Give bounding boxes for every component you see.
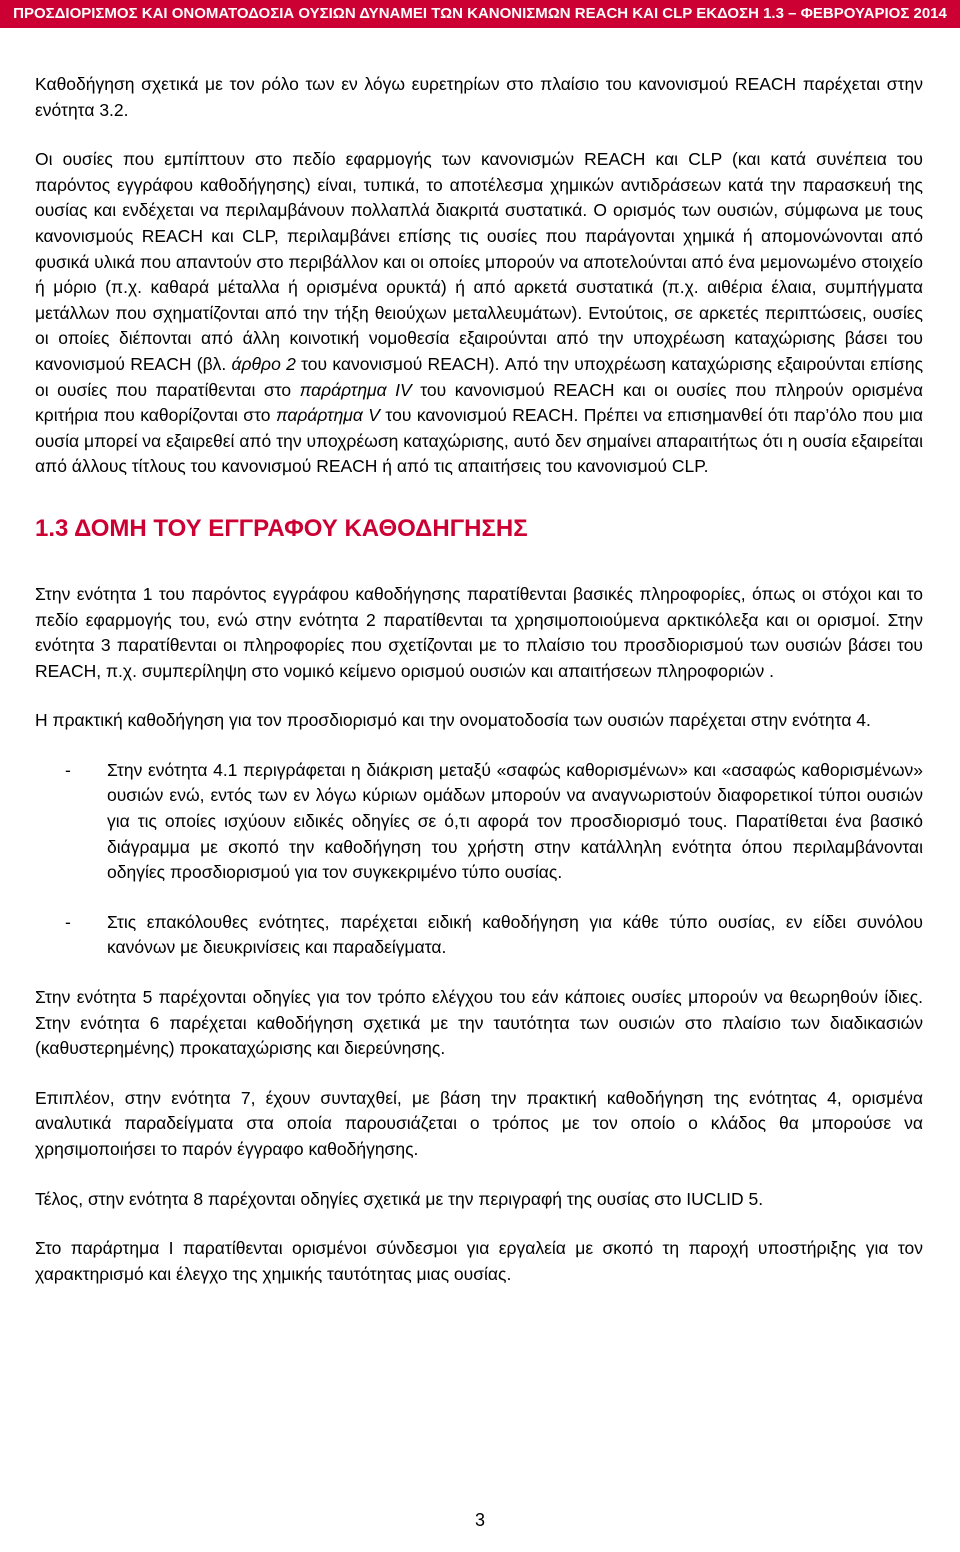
intro-paragraph-1: Καθοδήγηση σχετικά με τον ρόλο των εν λόγω ευρετηρίων στο πλαίσιο του κανονισμού REACH παρέχεται στην ενότητα 3.2.	[35, 74, 923, 120]
section-paragraph-3: Στην ενότητα 5 παρέχονται οδηγίες για τον τρόπο ελέγχου του εάν κάποιες ουσίες μπορούν να θεωρηθούν ίδιες. Στην ενότητα 6 παρέχεται καθοδήγηση σχετικά με την ταυτότητα των ουσιών στο πλαίσιο των διαδικασιών (καθυστερημένης) προκαταχώρισης και διερεύνησης.	[35, 987, 923, 1059]
section-paragraph-4: Επιπλέον, στην ενότητα 7, έχουν συνταχθεί, με βάση την πρακτική καθοδήγηση της ενότητας 4, ορισμένα αναλυτικά παραδείγματα στα οποία παρουσιάζεται ο τρόπος με τον οποίο ο κλάδος θα μπορούσε να χρησιμοποιήσει το παρόν έγγραφο καθοδήγησης.	[35, 1087, 923, 1159]
section-paragraph-5: Τέλος, στην ενότητα 8 παρέχονται οδηγίες σχετικά με την περιγραφή της ουσίας στο IUCLID 5.	[35, 1188, 764, 1209]
list-item-text: Στις επακόλουθες ενότητες, παρέχεται ειδική καθοδήγηση για κάθε τύπο ουσίας, εν είδει συνόλου κανόνων με διευκρινίσεις και παραδείγματα.	[107, 911, 923, 958]
section-heading: 1.3 ΔΟΜΗ ΤΟΥ ΕΓΓΡΑΦΟΥ ΚΑΘΟΔΗΓΗΣΗΣ	[35, 514, 528, 542]
section-paragraph-6: Στο παράρτημα I παρατίθενται ορισμένοι σύνδεσμοι για εργαλεία με σκοπό τη παροχή υποστήριξης για τον χαρακτηρισμό και έλεγχο της χημικής ταυτότητας μιας ουσίας.	[35, 1238, 923, 1284]
intro-p2-italic-article-2: άρθρο 2	[231, 353, 296, 374]
document-running-header: ΠΡΟΣΔΙΟΡΙΣΜΟΣ ΚΑΙ ΟΝΟΜΑΤΟΔΟΣΙΑ ΟΥΣΙΩΝ ΔΥΝΑΜΕΙ ΤΩΝ ΚΑΝΟΝΙΣΜΩΝ REACH ΚΑΙ CLP ΕΚΔΟΣΗ 1.3 – ΦΕΒΡΟΥΑΡΙΟΣ 2014	[0, 0, 960, 28]
intro-p2-text-c: του κανονισμού REACH και οι ουσίες που πληρούν ορισμένα κριτήρια που καθορίζονται στο	[35, 379, 923, 426]
intro-p2-text-d: του κανονισμού REACH. Πρέπει να επισημανθεί ότι παρ’όλο που μια ουσία μπορεί να εξαιρεθεί από την υποχρέωση καταχώρισης, αυτό δεν σημαίνει απαραιτήτως ότι η ουσία εξαιρείται από άλλους τίτλους του κανονισμού REACH ή από τις απαιτήσεις του κανονισμού CLP.	[35, 405, 923, 477]
section-paragraph-1: Στην ενότητα 1 του παρόντος εγγράφου καθοδήγησης παρατίθενται βασικές πληροφορίες, όπως οι στόχοι και το πεδίο εφαρμογής του, ενώ στην ενότητα 2 παρατίθενται τα χρησιμοποιούμενα αρκτικόλεξα και οι ορισμοί. Στην ενότητα 3 παρατίθενται οι πληροφορίες που σχετίζονται με το πλαίσιο του προσδιορισμού των ουσιών βάσει του REACH, π.χ. συμπερίληψη στο νομικό κείμενο ορισμού ουσιών και απαιτήσεων πληροφοριών .	[35, 583, 923, 681]
intro-p2-italic-annex-v: παράρτημα V	[275, 405, 380, 426]
list-item	[35, 758, 923, 886]
intro-paragraph-2	[35, 147, 923, 480]
list-marker: -	[65, 759, 71, 780]
intro-p2-text-a: Οι ουσίες που εμπίπτουν στο πεδίο εφαρμογής των κανονισμών REACH και CLP (και κατά συνέπεια του παρόντος εγγράφου καθοδήγησης) είναι, τυπικά, το αποτέλεσμα χημικών αντιδράσεων κατά την παρασκευή της ουσίας και ενδέχεται να περιλαμβάνουν πολλαπλά διακριτά συστατικά. Ο ορισμός των ουσιών, σύμφωνα με τους κανονισμούς REACH και CLP, περιλαμβάνει επίσης τις ουσίες που παράγονται χημικά ή απομονώνονται από φυσικά υλικά που απαντούν στο περιβάλλον και οι οποίες μπορούν να αποτελούνται από ένα μεμονωμένο στοιχείο ή μόριο (π.χ. καθαρά μέταλλα ή ορισμένα ορυκτά) ή από αρκετά συστατικά (π.χ. αιθέρια έλαια, συμπήγματα μετάλλων που σχηματίζονται από την τήξη θειούχων μεταλλευμάτων). Εντούτοις, σε αρκετές περιπτώσεις, ουσίες οι οποίες διέπονται από άλλη κοινοτική νομοθεσία εξαιρούνται από την υποχρέωση καταχώρισης βάσει του κανονισμού REACH (βλ.	[35, 149, 923, 374]
intro-p2-italic-annex-iv: παράρτημα IV	[299, 379, 412, 400]
list-marker: -	[65, 911, 71, 932]
section-bullet-list	[35, 758, 923, 961]
document-body	[35, 72, 923, 1311]
section-paragraph-2: Η πρακτική καθοδήγηση για τον προσδιορισμό και την ονοματοδοσία των ουσιών παρέχεται στην ενότητα 4.	[35, 710, 871, 731]
list-item-text: Στην ενότητα 4.1 περιγράφεται η διάκριση μεταξύ «σαφώς καθορισμένων» και «ασαφώς καθορισμένων» ουσιών ενώ, εντός των εν λόγω κύριων ομάδων μπορούν να αναγνωριστούν διαφορετικοί τύποι ουσιών για τις οποίες ισχύουν ειδικές οδηγίες σε ό,τι αφορά τον προσδιορισμό τους. Παρατίθεται ένα βασικό διάγραμμα με σκοπό την καθοδήγηση του χρήστη στην κατάλληλη ενότητα όπου περιλαμβάνονται οδηγίες προσδιορισμού για τον συγκεκριμένο τύπο ουσίας.	[107, 759, 923, 883]
intro-p2-text-b: του κανονισμού REACH). Από την υποχρέωση καταχώρισης εξαιρούνται επίσης οι ουσίες που παρατίθενται στο	[35, 353, 924, 400]
list-item	[35, 910, 923, 961]
page-number: 3	[474, 1510, 485, 1530]
